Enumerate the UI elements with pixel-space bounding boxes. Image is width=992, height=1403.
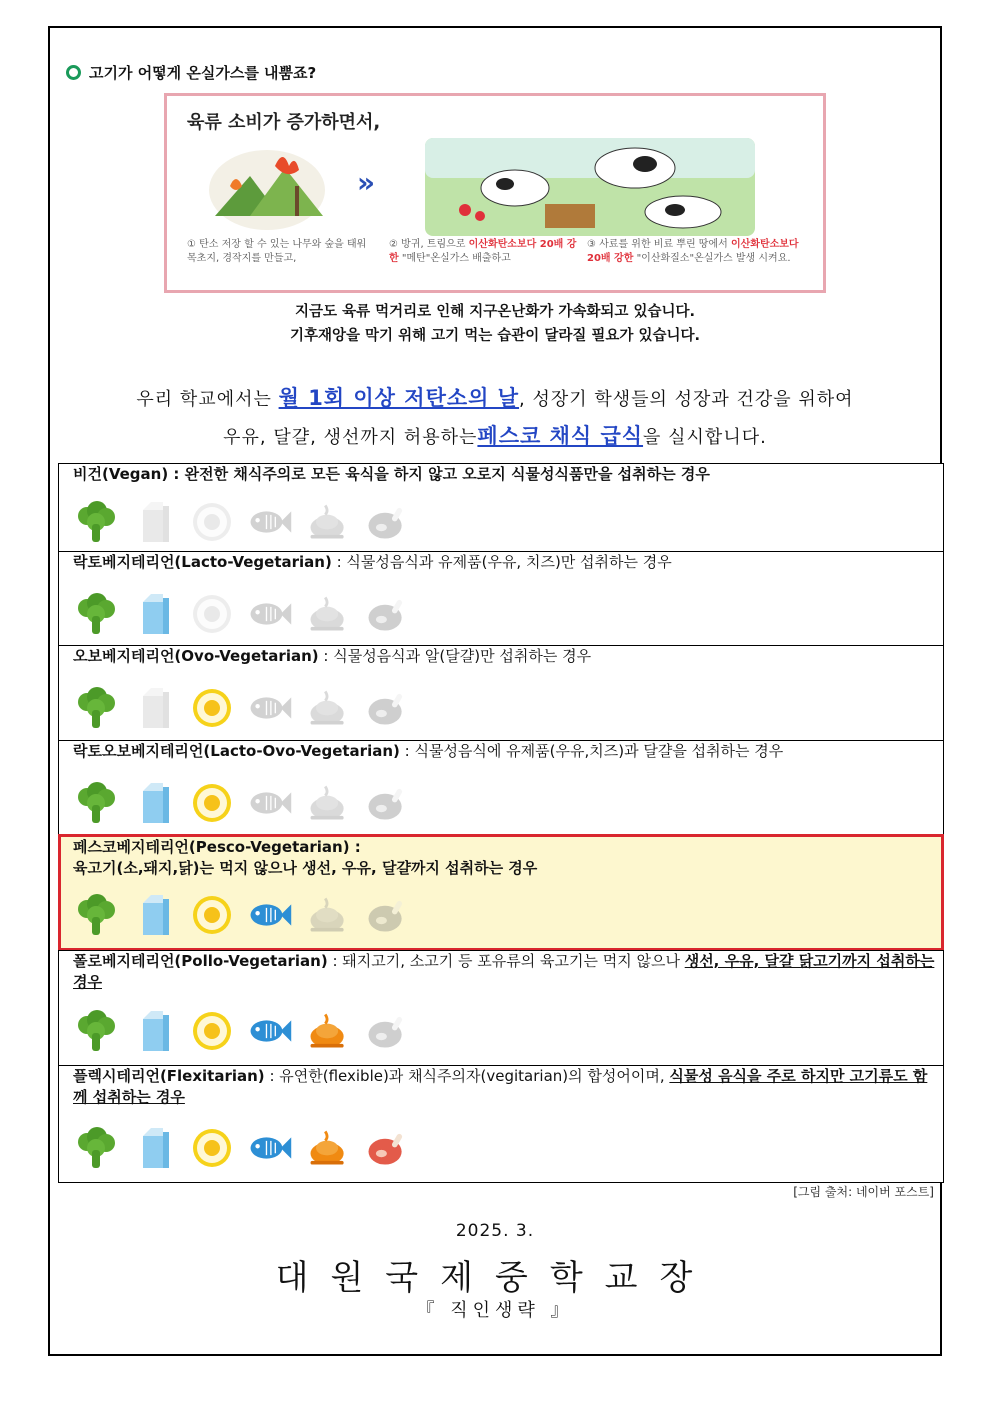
caption3-text: ③ 사료를 위한 비료 뿌린 땅에서 — [587, 239, 731, 250]
issue-date: 2025. 3. — [455, 1221, 535, 1241]
subtitle-line-1: 지금도 육류 먹거리로 인해 지구온난화가 가속화되고 있습니다. — [295, 304, 695, 320]
fish-icon — [247, 592, 293, 636]
row-label — [73, 646, 941, 667]
broccoli-icon — [73, 1009, 119, 1053]
diet-name: 플렉시테리언(Flexitarian) — [73, 1067, 265, 1085]
egg-icon — [189, 893, 235, 937]
caption2-text-end: "메탄"온실가스 배출하고 — [398, 253, 511, 264]
row-label — [73, 837, 941, 879]
icon-strip — [73, 686, 409, 730]
row-lacto — [58, 551, 944, 646]
seal-omitted: 『 직인생략 』 — [416, 1300, 574, 1321]
chicken-icon — [305, 893, 351, 937]
caption2-text: ② 방귀, 트림으로 — [389, 239, 469, 250]
row-label — [73, 464, 941, 485]
milk-icon — [131, 893, 177, 937]
pesco-meal-highlight: 페스코 채식 급식 — [477, 424, 644, 448]
burning-forest-illustration — [205, 146, 330, 231]
diet-description: : 유연한(flexible)과 채식주의자(vegitarian)의 합성어이며, — [264, 1067, 670, 1085]
icon-strip — [73, 500, 409, 544]
broccoli-icon — [73, 1126, 119, 1170]
document-page — [48, 26, 942, 1356]
row-label — [73, 552, 941, 573]
icon-strip — [73, 781, 409, 825]
diet-name: 페스코베지테리언(Pesco-Vegetarian) : — [73, 838, 361, 856]
announcement-line-1 — [50, 382, 940, 412]
meat-icon — [363, 592, 409, 636]
meat-icon — [363, 500, 409, 544]
row-pollo — [58, 950, 944, 1066]
row-label — [73, 1066, 941, 1108]
subtitle-line-2: 기후재앙을 막기 위해 고기 먹는 습관이 달라질 필요가 있습니다. — [289, 328, 701, 344]
diet-description: : 식물성음식과 알(달걀)만 섭취하는 경우 — [318, 647, 592, 665]
diet-description: 육고기(소,돼지,닭)는 먹지 않으나 생선, 우유, 달걀까지 섭취하는 경우 — [73, 859, 538, 877]
egg-icon — [189, 686, 235, 730]
diet-name: 락토베지테리언(Lacto-Vegetarian) — [73, 553, 332, 571]
caption-nitrous — [587, 238, 807, 266]
section-heading — [66, 62, 316, 83]
meat-icon — [363, 1126, 409, 1170]
icon-strip — [73, 592, 409, 636]
milk-icon — [131, 592, 177, 636]
question-text: 고기가 어떻게 온실가스를 내뿜죠? — [89, 64, 317, 82]
double-chevron-right-icon: » — [357, 166, 376, 199]
meat-icon — [363, 893, 409, 937]
cows-farm-illustration — [425, 138, 755, 236]
caption2-highlight: 이산화탄소보다 20배 강한 — [389, 239, 577, 264]
greenhouse-infographic — [164, 93, 826, 293]
school-principal: 대원국제중학교장 — [275, 1258, 715, 1298]
milk-icon — [131, 1126, 177, 1170]
row-label — [73, 741, 941, 762]
infographic-title: 육류 소비가 증가하면서, — [187, 112, 381, 133]
diet-name: 오보베지테리언(Ovo-Vegetarian) — [73, 647, 319, 665]
meat-icon — [363, 781, 409, 825]
fish-icon — [247, 781, 293, 825]
diet-description: : 완전한 채식주의로 모든 육식을 하지 않고 오로지 식물성식품만을 섭취하는 경우 — [168, 465, 710, 483]
diet-description-underlined: 생선, 우유, 달걀 닭고기까지 섭취하는 경우 — [73, 952, 935, 991]
meat-icon — [363, 686, 409, 730]
broccoli-icon — [73, 500, 119, 544]
diet-description: : 식물성음식에 유제품(우유,치즈)과 달걀을 섭취하는 경우 — [399, 742, 784, 760]
announce-text-b: , 성장기 학생들의 성장과 건강을 위하여 — [519, 389, 854, 410]
broccoli-icon — [73, 686, 119, 730]
milk-icon — [131, 686, 177, 730]
egg-icon — [189, 592, 235, 636]
announce-text-c: 우유, 달걀, 생선까지 허용하는 — [223, 427, 478, 448]
row-flexitarian — [58, 1065, 944, 1183]
icon-strip — [73, 1009, 409, 1053]
row-vegan — [58, 463, 944, 552]
meat-icon — [363, 1009, 409, 1053]
caption-deforestation: ① 탄소 저장 할 수 있는 나무와 숲을 태워 목초지, 경작지를 만들고, — [187, 239, 367, 264]
chicken-icon — [305, 1126, 351, 1170]
row-label — [73, 951, 941, 993]
milk-icon — [131, 1009, 177, 1053]
broccoli-icon — [73, 893, 119, 937]
egg-icon — [189, 1126, 235, 1170]
diet-name: 락토오보베지테리언(Lacto-Ovo-Vegetarian) — [73, 742, 400, 760]
egg-icon — [189, 1009, 235, 1053]
fish-icon — [247, 1009, 293, 1053]
diet-description: : 돼지고기, 소고기 등 포유류의 육고기는 먹지 않으나 — [327, 952, 685, 970]
milk-icon — [131, 500, 177, 544]
row-lacto-ovo — [58, 740, 944, 835]
diet-description: : 식물성음식과 유제품(우유, 치즈)만 섭취하는 경우 — [331, 553, 672, 571]
caption3-highlight: 이산화탄소보다 20배 강한 — [587, 239, 799, 264]
fish-icon — [247, 1126, 293, 1170]
broccoli-icon — [73, 781, 119, 825]
chicken-icon — [305, 592, 351, 636]
announce-text-d: 을 실시합니다. — [643, 427, 767, 448]
low-carbon-day-highlight: 월 1회 이상 저탄소의 날 — [278, 386, 520, 410]
diet-name: 폴로베지테리언(Pollo-Vegetarian) — [73, 952, 328, 970]
chicken-icon — [305, 1009, 351, 1053]
fish-icon — [247, 893, 293, 937]
egg-icon — [189, 781, 235, 825]
chicken-icon — [305, 781, 351, 825]
icon-strip — [73, 893, 409, 937]
image-source: [그림 출처: 네이버 포스트] — [793, 1185, 934, 1199]
diet-name: 비건(Vegan) — [73, 465, 169, 483]
chicken-icon — [305, 686, 351, 730]
row-ovo — [58, 645, 944, 741]
chicken-icon — [305, 500, 351, 544]
caption3-text-end: "이산화질소"온실가스 발생 시켜요. — [633, 253, 791, 264]
diet-description-underlined: 식물성 음식을 주로 하지만 고기류도 함께 섭취하는 경우 — [73, 1067, 928, 1106]
announce-text-a: 우리 학교에서는 — [136, 389, 279, 410]
row-pesco — [58, 834, 944, 951]
broccoli-icon — [73, 592, 119, 636]
fish-icon — [247, 686, 293, 730]
announcement-line-2 — [50, 420, 940, 450]
egg-icon — [189, 500, 235, 544]
milk-icon — [131, 781, 177, 825]
circle-bullet-icon — [66, 65, 81, 80]
caption-methane — [389, 238, 579, 266]
fish-icon — [247, 500, 293, 544]
icon-strip — [73, 1126, 409, 1170]
